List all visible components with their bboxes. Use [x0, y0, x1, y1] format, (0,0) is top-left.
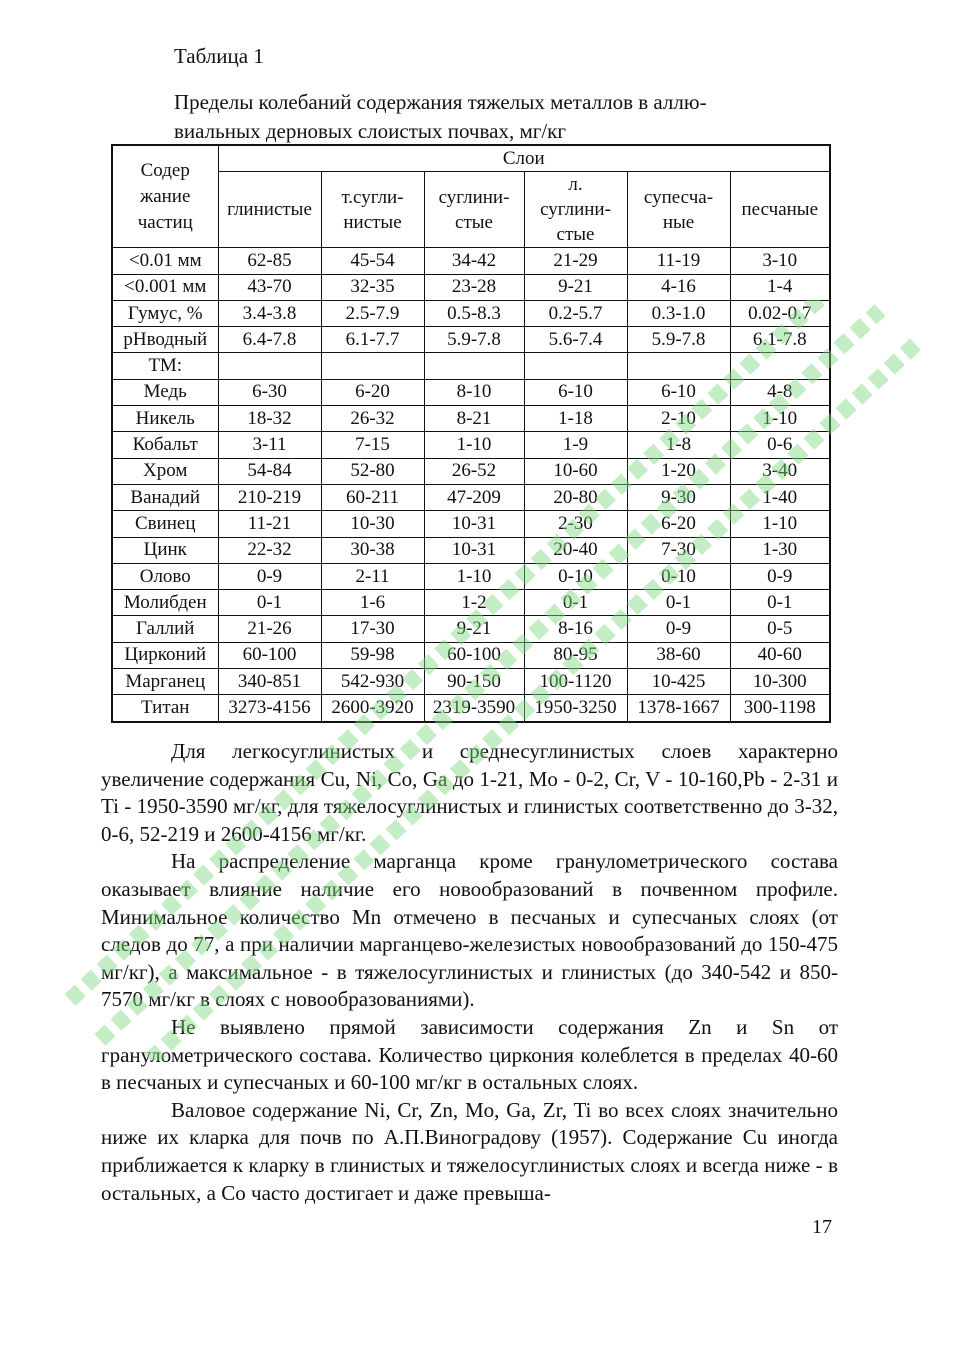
- table-cell: 21-29: [524, 248, 627, 274]
- table-cell: 10-31: [424, 511, 524, 537]
- table-cell: 60-100: [218, 642, 321, 668]
- table-cell: 3-40: [730, 458, 830, 484]
- table-row: [112, 274, 830, 300]
- table-row: [112, 248, 830, 274]
- table-cell: 3.4-3.8: [218, 300, 321, 326]
- table-cell: 100-1120: [524, 669, 627, 695]
- row-label: Свинец: [112, 511, 218, 537]
- row-label: ТМ:: [112, 353, 218, 379]
- table-cell: 6-10: [524, 379, 627, 405]
- metals-table: [111, 144, 831, 723]
- table-cell: 0-9: [730, 563, 830, 589]
- column-header: суглини- стые: [424, 172, 524, 248]
- row-label: Гумус, %: [112, 300, 218, 326]
- table-cell: [321, 353, 424, 379]
- table-cell: 43-70: [218, 274, 321, 300]
- table-row: [112, 406, 830, 432]
- table-cell: 80-95: [524, 642, 627, 668]
- table-cell: 2.5-7.9: [321, 300, 424, 326]
- table-cell: 22-32: [218, 537, 321, 563]
- table-cell: 9-21: [424, 616, 524, 642]
- table-cell: 3-11: [218, 432, 321, 458]
- row-label: Молибден: [112, 590, 218, 616]
- table-cell: 0-9: [218, 563, 321, 589]
- column-header: песчаные: [730, 172, 830, 248]
- row-label: Никель: [112, 406, 218, 432]
- table-title-line-2: виальных дерновых слоистых почвах, мг/кг: [174, 119, 566, 143]
- table-row: [112, 327, 830, 353]
- table-cell: 2-11: [321, 563, 424, 589]
- table-cell: [424, 353, 524, 379]
- table-cell: 0-9: [627, 616, 730, 642]
- table-cell: 10-425: [627, 669, 730, 695]
- table-cell: 10-300: [730, 669, 830, 695]
- table-cell: 11-21: [218, 511, 321, 537]
- table-row: [112, 616, 830, 642]
- table-cell: 3-10: [730, 248, 830, 274]
- table-cell: 1-20: [627, 458, 730, 484]
- table-cell: 6-20: [627, 511, 730, 537]
- table-cell: 0-1: [627, 590, 730, 616]
- body-text: [101, 738, 838, 1207]
- table-title-line-1: Пределы колебаний содержания тяжелых металлов в аллю-: [174, 90, 707, 114]
- paragraph: Для легкосуглинистых и среднесуглинистых слоев характерно увеличение содержания Cu, Ni, Co, Ga до 1-21, Mo - 0-2, Cr, V - 10-160,Pb - 2-31 и Ti - 1950-3590 мг/кг, для тяжелосуглинистых и глинистых соответственно до 3-32, 0-6, 52-219 и 2600-4156 мг/кг.: [101, 739, 838, 846]
- table-row: [112, 590, 830, 616]
- table-cell: 9-21: [524, 274, 627, 300]
- table-cell: [627, 353, 730, 379]
- column-header: л. суглини- стые: [524, 172, 627, 248]
- table-cell: 52-80: [321, 458, 424, 484]
- table-cell: 1-10: [424, 563, 524, 589]
- table-cell: 1-10: [730, 511, 830, 537]
- table-cell: 18-32: [218, 406, 321, 432]
- table-cell: 1-2: [424, 590, 524, 616]
- table-cell: 0.02-0.7: [730, 300, 830, 326]
- table-cell: 3273-4156: [218, 695, 321, 722]
- table-cell: 1-40: [730, 484, 830, 510]
- table-row: [112, 511, 830, 537]
- table-row: [112, 353, 830, 379]
- row-label: <0.001 мм: [112, 274, 218, 300]
- table-cell: 0.5-8.3: [424, 300, 524, 326]
- table-cell: 1378-1667: [627, 695, 730, 722]
- table-cell: 23-28: [424, 274, 524, 300]
- table-label: Таблица 1: [174, 44, 264, 68]
- table-cell: 11-19: [627, 248, 730, 274]
- row-label: Олово: [112, 563, 218, 589]
- table-cell: 2600-3920: [321, 695, 424, 722]
- column-header: т.сугли- нистые: [321, 172, 424, 248]
- table-cell: 1-10: [730, 406, 830, 432]
- table-cell: 2-10: [627, 406, 730, 432]
- table-cell: 1-4: [730, 274, 830, 300]
- column-header: супесча- ные: [627, 172, 730, 248]
- table-row: [112, 484, 830, 510]
- table-cell: 2319-3590: [424, 695, 524, 722]
- table-cell: 0.2-5.7: [524, 300, 627, 326]
- table-cell: 4-8: [730, 379, 830, 405]
- table-cell: 10-60: [524, 458, 627, 484]
- table-cell: 0-10: [524, 563, 627, 589]
- table-cell: 1-30: [730, 537, 830, 563]
- table-cell: 60-211: [321, 484, 424, 510]
- table-row: [112, 642, 830, 668]
- table-cell: 340-851: [218, 669, 321, 695]
- column-header: глинистые: [218, 172, 321, 248]
- paragraph: Не выявлено прямой зависимости содержания Zn и Sn от гранулометрического состава. Количество циркония колеблется в пределах 40-60 в песчаных и супесчаных и 60-100 мг/кг в остальных слоях.: [101, 1014, 838, 1095]
- table-cell: 300-1198: [730, 695, 830, 722]
- table-row: [112, 432, 830, 458]
- table-cell: 8-16: [524, 616, 627, 642]
- table-cell: 10-30: [321, 511, 424, 537]
- table-cell: 0-5: [730, 616, 830, 642]
- table-cell: 1950-3250: [524, 695, 627, 722]
- table-cell: 54-84: [218, 458, 321, 484]
- table-cell: 60-100: [424, 642, 524, 668]
- table-cell: [218, 353, 321, 379]
- corner-header: Содер жание частиц: [112, 145, 218, 248]
- table-row: [112, 458, 830, 484]
- row-label: Титан: [112, 695, 218, 722]
- table-row: [112, 695, 830, 722]
- table-cell: 0-1: [524, 590, 627, 616]
- table-cell: 9-30: [627, 484, 730, 510]
- table-cell: 20-80: [524, 484, 627, 510]
- table-cell: 0-1: [730, 590, 830, 616]
- page-number: 17: [812, 1216, 832, 1238]
- table-cell: 5.9-7.8: [424, 327, 524, 353]
- table-cell: 26-32: [321, 406, 424, 432]
- table-cell: 1-10: [424, 432, 524, 458]
- table-cell: 20-40: [524, 537, 627, 563]
- table-cell: 1-8: [627, 432, 730, 458]
- row-label: Медь: [112, 379, 218, 405]
- table-cell: 1-9: [524, 432, 627, 458]
- table-cell: 10-31: [424, 537, 524, 563]
- table-cell: 47-209: [424, 484, 524, 510]
- table-cell: 4-16: [627, 274, 730, 300]
- table-cell: 0.3-1.0: [627, 300, 730, 326]
- table-cell: 40-60: [730, 642, 830, 668]
- table-cell: 5.6-7.4: [524, 327, 627, 353]
- table-cell: 1-18: [524, 406, 627, 432]
- table-cell: [524, 353, 627, 379]
- table-title: [174, 88, 824, 146]
- table-cell: 8-10: [424, 379, 524, 405]
- table-cell: 6-30: [218, 379, 321, 405]
- group-header: Слои: [218, 145, 830, 172]
- row-label: Марганец: [112, 669, 218, 695]
- row-label: Кобальт: [112, 432, 218, 458]
- table-cell: 0-1: [218, 590, 321, 616]
- table-row: [112, 300, 830, 326]
- table-row: [112, 537, 830, 563]
- table-cell: 8-21: [424, 406, 524, 432]
- table-cell: 30-38: [321, 537, 424, 563]
- table-cell: 2-30: [524, 511, 627, 537]
- table-row: [112, 563, 830, 589]
- table-cell: 34-42: [424, 248, 524, 274]
- row-label: Ванадий: [112, 484, 218, 510]
- table-cell: 32-35: [321, 274, 424, 300]
- table-cell: 7-15: [321, 432, 424, 458]
- row-label: pHводный: [112, 327, 218, 353]
- row-label: Цирконий: [112, 642, 218, 668]
- table-cell: 210-219: [218, 484, 321, 510]
- row-label: Галлий: [112, 616, 218, 642]
- table-cell: [730, 353, 830, 379]
- table-cell: 38-60: [627, 642, 730, 668]
- table-cell: 6.4-7.8: [218, 327, 321, 353]
- table-row: [112, 669, 830, 695]
- table-cell: 0-10: [627, 563, 730, 589]
- table-cell: 5.9-7.8: [627, 327, 730, 353]
- table-cell: 542-930: [321, 669, 424, 695]
- table-cell: 6.1-7.7: [321, 327, 424, 353]
- table-cell: 59-98: [321, 642, 424, 668]
- table-cell: 21-26: [218, 616, 321, 642]
- table-row: [112, 379, 830, 405]
- table-cell: 26-52: [424, 458, 524, 484]
- table-cell: 45-54: [321, 248, 424, 274]
- table-cell: 90-150: [424, 669, 524, 695]
- table-cell: 7-30: [627, 537, 730, 563]
- row-label: <0.01 мм: [112, 248, 218, 274]
- paragraph: На распределение марганца кроме гранулометрического состава оказывает влияние наличие его новообразований в почвенном профиле. Минимальное количество Mn отмечено в песчаных и супесчаных слоях (от следов до 77, а при наличии марганцево-железистых новообразований до 150-475 мг/кг), а максимальное - в тяжелосуглинистых и глинистых (до 340-542 и 850-7570 мг/кг в слоях с новообразованиями).: [101, 849, 838, 1012]
- paragraph: Валовое содержание Ni, Cr, Zn, Mo, Ga, Zr, Ti во всех слоях значительно ниже их кларка для почв по А.П.Виноградову (1957). Содержание Cu иногда приближается к кларку в глинистых и тяжелосуглинистых слоях и всегда ниже - в остальных, а Co часто достигает и даже превыша-: [101, 1097, 838, 1205]
- table-cell: 62-85: [218, 248, 321, 274]
- table-cell: 1-6: [321, 590, 424, 616]
- table-cell: 6-10: [627, 379, 730, 405]
- table-cell: 6-20: [321, 379, 424, 405]
- table-cell: 17-30: [321, 616, 424, 642]
- table-cell: 6.1-7.8: [730, 327, 830, 353]
- table-cell: 0-6: [730, 432, 830, 458]
- row-label: Хром: [112, 458, 218, 484]
- row-label: Цинк: [112, 537, 218, 563]
